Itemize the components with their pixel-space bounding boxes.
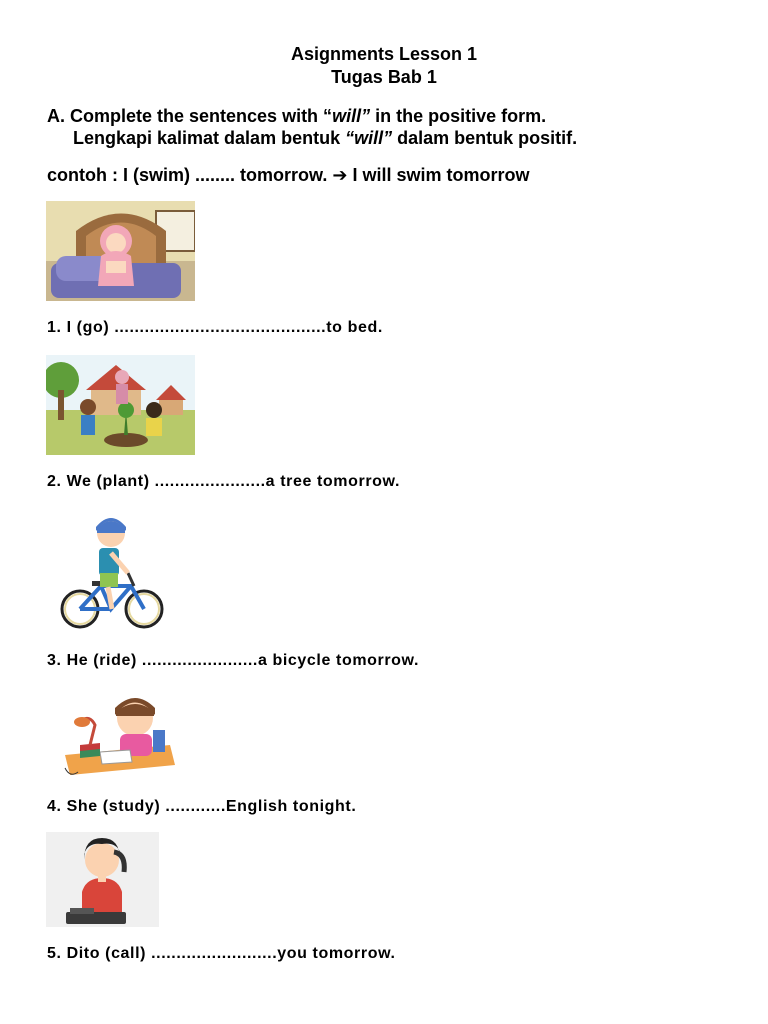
exercise-5: 5. Dito (call) .........................you tomorrow. [47,945,396,962]
children-planting-image [46,355,195,455]
exercise-1: 1. I (go) ..........................................to bed. [47,319,383,336]
exercise-3: 3. He (ride) .......................a bicycle tomorrow. [47,652,420,669]
exercise-4: 4. She (study) ............English tonight. [47,798,357,815]
woman-on-telephone-image [46,832,159,927]
girl-in-bed-image [46,201,195,301]
instruction-english: A. Complete the sentences with “will” in the positive form. [47,106,547,126]
example-question: contoh : I (swim) ........ tomorrow. [47,165,328,185]
example-line [47,165,529,186]
exercise-2: 2. We (plant) ......................a tree tomorrow. [47,473,401,490]
page-subtitle: Tugas Bab 1 [331,67,437,87]
boy-riding-bicycle-image [56,511,168,631]
page-title: Asignments Lesson 1 [290,44,478,64]
girl-studying-image [60,690,178,780]
arrow-icon: ➔ [332,165,348,185]
instruction-indonesian: Lengkapi kalimat dalam bentuk “will” dalam bentuk positif. [73,128,578,148]
example-answer: I will swim tomorrow [352,165,530,185]
